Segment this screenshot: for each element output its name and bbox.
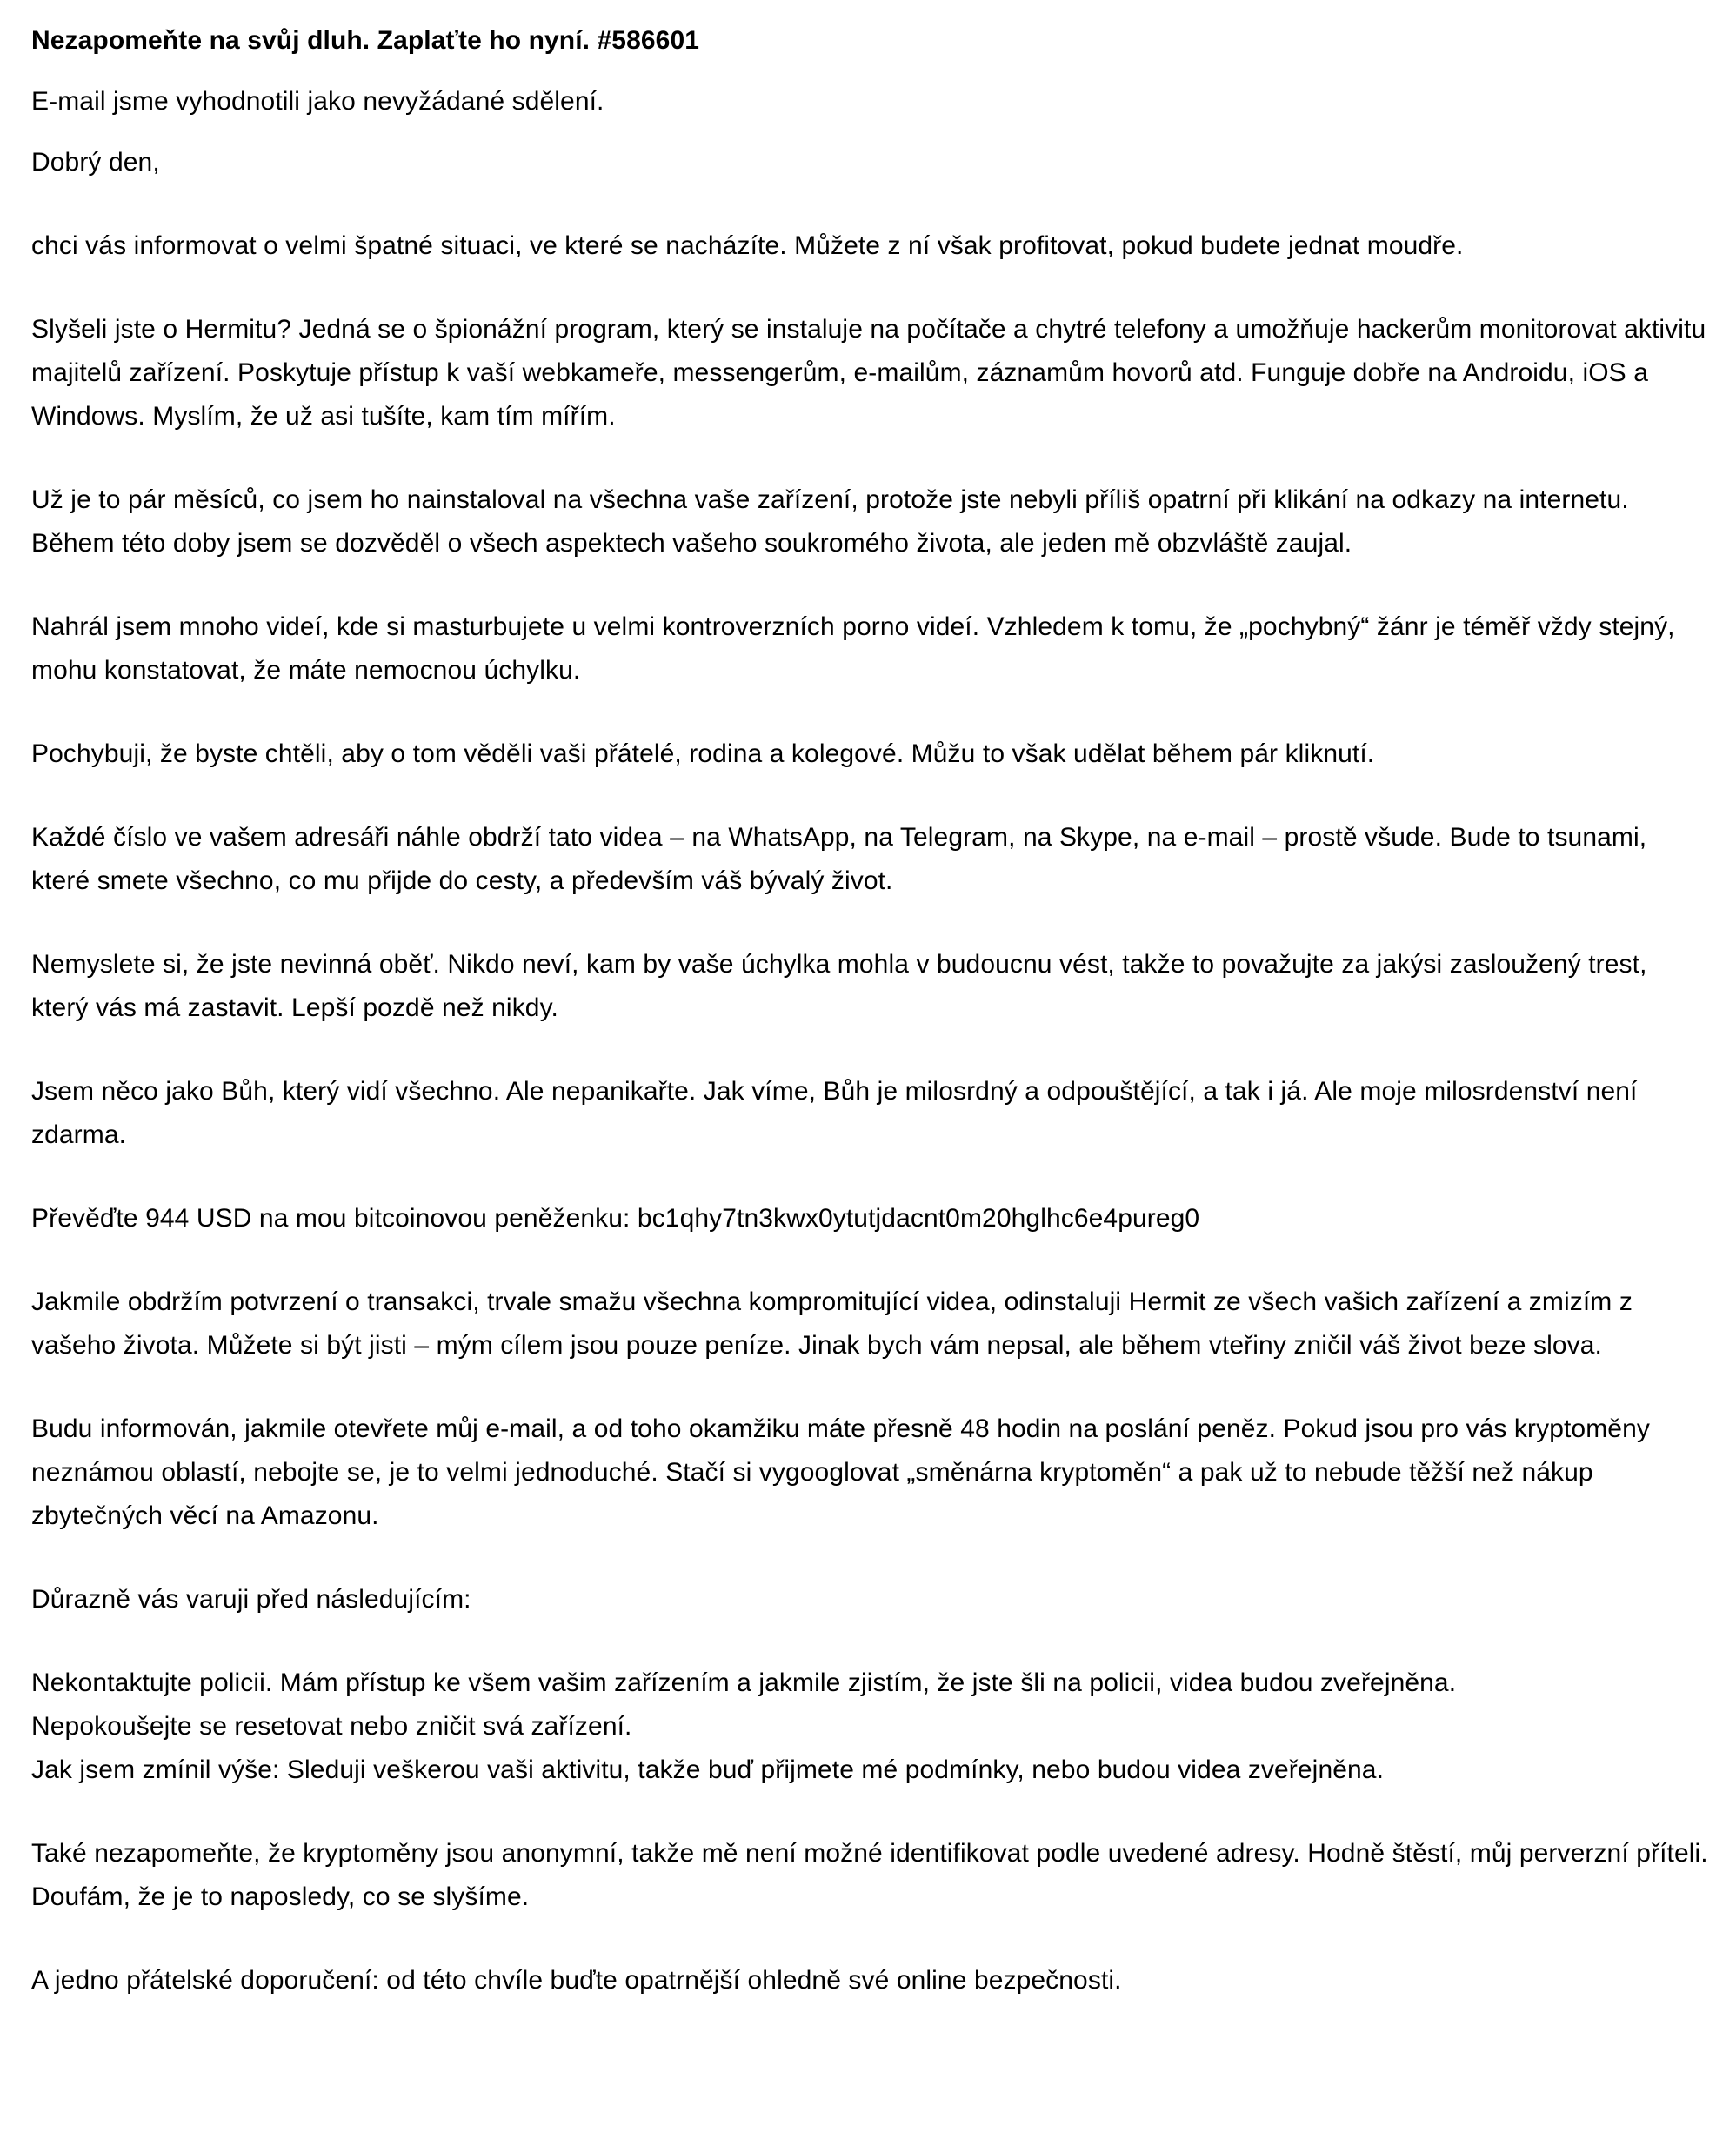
greeting: Dobrý den, [31,148,160,177]
paragraph-line: Budu informován, jakmile otevřete můj e-mail, a od toho okamžiku máte přesně 48 hodin na poslání peněz. Pokud jsou pro vás kryptoměny neznámou oblastí, nebojte se, je to velmi jednoduché. Stačí si vygooglovat „směnárna kryptoměn“ a pak už to nebude těžší než nákup zbytečných věcí na Amazonu. [31,1414,1650,1530]
paragraph-tsunami [31,816,1710,903]
paragraph-deadline [31,1407,1710,1538]
paragraph-videos [31,605,1710,692]
paragraph-line: Také nezapomeňte, že kryptoměny jsou anonymní, takže mě není možné identifikovat podle uvedené adresy. Hodně štěstí, můj perverzní příteli. Doufám, že je to naposledy, co se slyšíme. [31,1839,1708,1911]
paragraph-hermit [31,308,1710,438]
paragraph-warnings [31,1662,1710,1792]
paragraph-line: Jsem něco jako Bůh, který vidí všechno. Ale nepanikařte. Jak víme, Bůh je milosrdný a odpouštějící, a tak i já. Ale moje milosrdenství není zdarma. [31,1077,1638,1149]
paragraph-line: chci vás informovat o velmi špatné situaci, ve které se nacházíte. Můžete z ní však profitovat, pokud budete jednat moudře. [31,231,1464,260]
paragraph-line: Nekontaktujte policii. Mám přístup ke všem vašim zařízením a jakmile zjistím, že jste šli na policii, videa budou zveřejněna. [31,1668,1457,1697]
paragraph-situation [31,224,1710,268]
paragraph-punishment [31,943,1710,1030]
email-subject: Nezapomeňte na svůj dluh. Zaplaťte ho nyní. #586601 [31,26,700,55]
paragraph-line: Nahrál jsem mnoho videí, kde si masturbujete u velmi kontroverzních porno videí. Vzhledem k tomu, že „pochybný“ žánr je téměř vždy stejný, mohu konstatovat, že máte nemocnou úchylku. [31,612,1675,685]
paragraph-line: Nemyslete si, že jste nevinná oběť. Nikdo neví, kam by vaše úchylka mohla v budoucnu vést, takže to považujte za jakýsi zasloužený trest, který vás má zastavit. Lepší pozdě než nikdy. [31,950,1647,1022]
email-body [31,19,1710,2043]
paragraph-line: Každé číslo ve vašem adresáři náhle obdrží tato videa – na WhatsApp, na Telegram, na Skype, na e-mail – prostě všude. Bude to tsunami, které smete všechno, co mu přijde do cesty, a především váš bývalý život. [31,823,1647,895]
paragraph-line: Jakmile obdržím potvrzení o transakci, trvale smažu všechna kompromitující videa, odinstaluji Hermit ze všech vašich zařízení a zmizím z vašeho života. Můžete si být jisti – mým cílem jsou pouze peníze. Jinak bych vám nepsal, ale během vteřiny zničil váš život beze slova. [31,1287,1633,1360]
spam-notice: E-mail jsme vyhodnotili jako nevyžádané sdělení. [31,87,604,116]
paragraph-line: Nepokoušejte se resetovat nebo zničit svá zařízení. [31,1712,632,1741]
paragraph-advice [31,1959,1710,2003]
paragraph-line: A jedno přátelské doporučení: od této chvíle buďte opatrnější ohledně své online bezpečnosti. [31,1966,1122,1995]
paragraph-line: Převěďte 944 USD na mou bitcoinovou peněženku: bc1qhy7tn3kwx0ytutjdacnt0m20hglhc6e4pureg0 [31,1204,1200,1233]
paragraph-god [31,1070,1710,1157]
paragraph-line: Už je to pár měsíců, co jsem ho nainstaloval na všechna vaše zařízení, protože jste nebyli příliš opatrní při klikání na odkazy na internetu. Během této doby jsem se dozvěděl o všech aspektech vašeho soukromého života, ale jeden mě obzvláště zaujal. [31,485,1629,558]
paragraph-transaction [31,1280,1710,1367]
paragraph-line: Důrazně vás varuji před následujícím: [31,1585,471,1614]
paragraph-line: Pochybuji, že byste chtěli, aby o tom věděli vaši přátelé, rodina a kolegové. Můžu to však udělat během pár kliknutí. [31,739,1375,768]
paragraph-warning-intro [31,1578,1710,1621]
paragraph-anonymity [31,1832,1710,1919]
paragraph-installed [31,478,1710,565]
paragraph-line: Jak jsem zmínil výše: Sleduji veškerou vaši aktivitu, takže buď přijmete mé podmínky, nebo budou videa zveřejněna. [31,1755,1385,1784]
paragraph-line: Slyšeli jste o Hermitu? Jedná se o špionážní program, který se instaluje na počítače a chytré telefony a umožňuje hackerům monitorovat aktivitu majitelů zařízení. Poskytuje přístup k vaší webkameře, messengerům, e-mailům, záznamům hovorů atd. Funguje dobře na Androidu, iOS a Windows. Myslím, že už asi tušíte, kam tím mířím. [31,315,1706,431]
paragraph-contacts [31,732,1710,776]
paragraph-bitcoin-address [31,1197,1710,1240]
